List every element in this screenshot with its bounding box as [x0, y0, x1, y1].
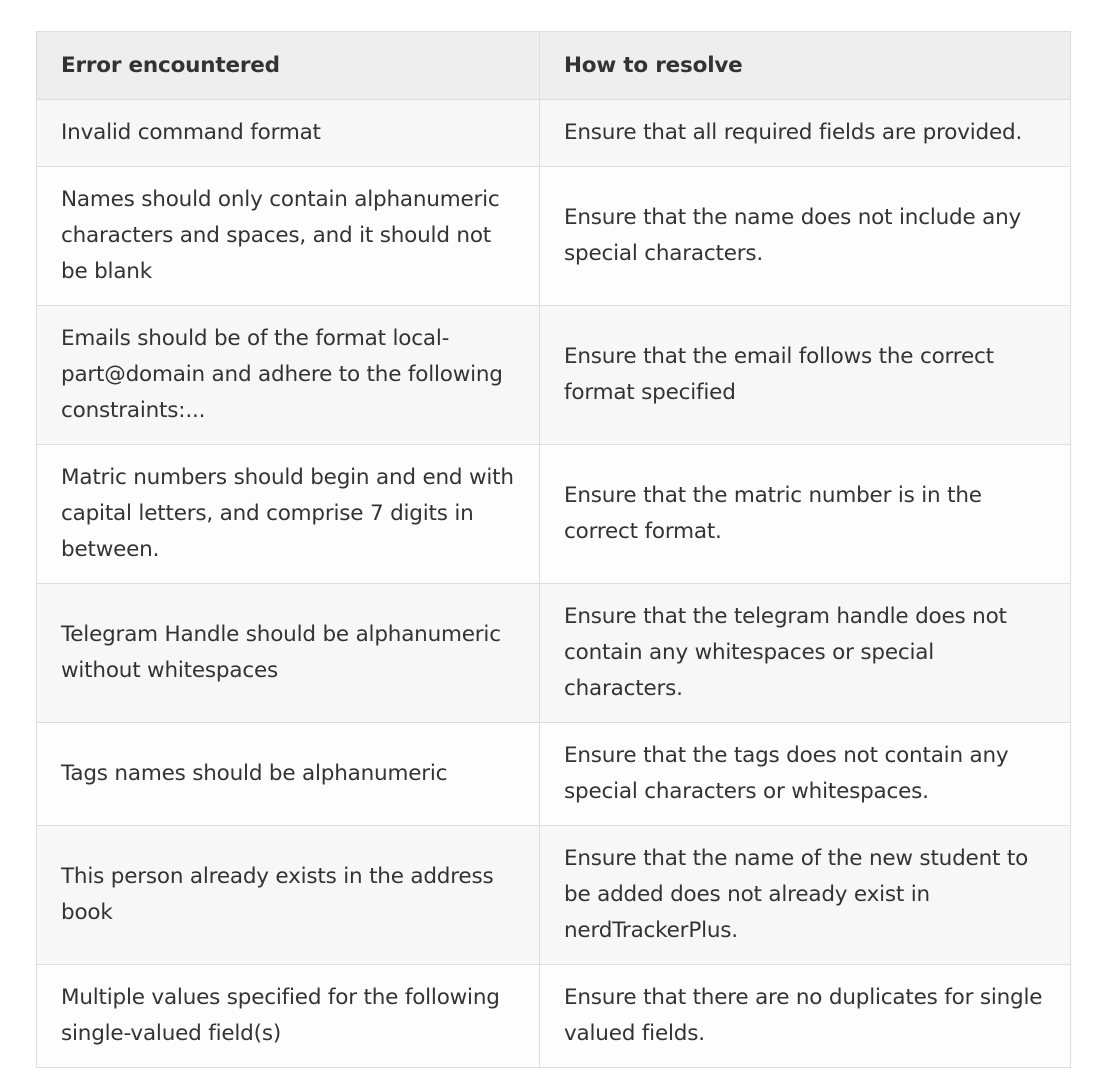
- error-cell: This person already exists in the address book: [37, 826, 540, 965]
- table-row: [37, 584, 1071, 723]
- table-row: [37, 826, 1071, 965]
- resolution-cell: Ensure that all required fields are provided.: [540, 100, 1071, 167]
- table-row: [37, 100, 1071, 167]
- resolution-cell: Ensure that there are no duplicates for single valued fields.: [540, 965, 1071, 1068]
- header-row: [37, 32, 1071, 100]
- header-how-to-resolve: How to resolve: [540, 32, 1071, 100]
- header-error-encountered: Error encountered: [37, 32, 540, 100]
- error-cell: Names should only contain alphanumeric characters and spaces, and it should not be blank: [37, 167, 540, 306]
- resolution-cell: Ensure that the tags does not contain any special characters or whitespaces.: [540, 723, 1071, 826]
- table-row: [37, 445, 1071, 584]
- error-cell: Invalid command format: [37, 100, 540, 167]
- error-cell: Telegram Handle should be alphanumeric without whitespaces: [37, 584, 540, 723]
- error-table-container: [36, 31, 1070, 1068]
- resolution-cell: Ensure that the matric number is in the correct format.: [540, 445, 1071, 584]
- table-row: [37, 167, 1071, 306]
- resolution-cell: Ensure that the name does not include any special characters.: [540, 167, 1071, 306]
- resolution-cell: Ensure that the telegram handle does not contain any whitespaces or special characters.: [540, 584, 1071, 723]
- error-cell: Multiple values specified for the following single-valued field(s): [37, 965, 540, 1068]
- resolution-cell: Ensure that the email follows the correct format specified: [540, 306, 1071, 445]
- error-cell: Matric numbers should begin and end with capital letters, and comprise 7 digits in between.: [37, 445, 540, 584]
- error-resolution-table: [36, 31, 1071, 1068]
- error-cell: Tags names should be alphanumeric: [37, 723, 540, 826]
- table-row: [37, 965, 1071, 1068]
- table-body: [37, 100, 1071, 1068]
- table-header: [37, 32, 1071, 100]
- table-row: [37, 723, 1071, 826]
- resolution-cell: Ensure that the name of the new student to be added does not already exist in nerdTrackerPlus.: [540, 826, 1071, 965]
- table-row: [37, 306, 1071, 445]
- error-cell: Emails should be of the format local-part@domain and adhere to the following constraints:...: [37, 306, 540, 445]
